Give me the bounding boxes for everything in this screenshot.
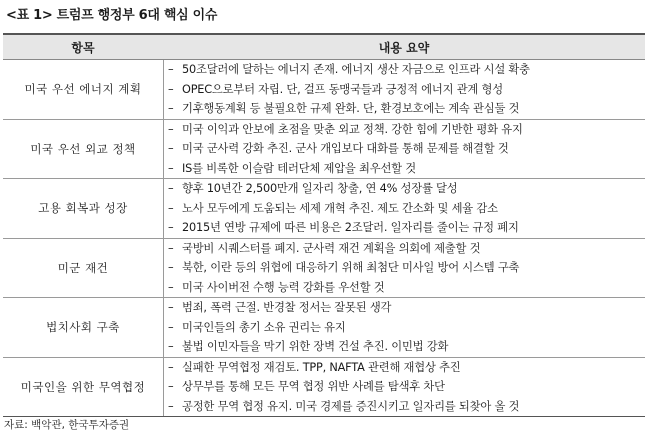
header-category: 항목: [71, 40, 95, 55]
row-category: 법치사회 구축: [3, 298, 164, 357]
list-item: [168, 159, 645, 179]
header-summary: 내용 요약: [378, 40, 430, 55]
list-item: [168, 60, 645, 80]
list-item: [168, 99, 645, 119]
bullet-dash: –: [168, 301, 174, 314]
bullet-dash: –: [168, 261, 174, 274]
row-items: [164, 298, 645, 357]
item-text: 불법 이민자들을 막기 위한 장벽 건설 추진. 이민법 강화: [182, 340, 449, 353]
bullet-dash: –: [168, 340, 174, 353]
item-text: OPEC으로부터 자립. 단, 걸프 동맹국들과 긍정적 에너지 관계 형성: [182, 82, 503, 96]
list-item: [168, 179, 645, 199]
item-text: 향후 10년간 2,500만개 일자리 창출, 연 4% 성장률 달성: [182, 182, 458, 195]
table-row: [3, 239, 645, 299]
item-text: 노사 모두에게 도움되는 세제 개혁 추진. 제도 간소화 및 세율 감소: [182, 201, 498, 215]
bullet-dash: –: [168, 63, 174, 76]
table-row: [3, 179, 645, 239]
table-body: [3, 60, 645, 417]
bullet-dash: –: [168, 122, 174, 136]
list-item: [168, 397, 645, 417]
row-category: 미국 우선 외교 정책: [3, 120, 164, 179]
bullet-dash: –: [168, 320, 174, 334]
table-title: <표 1> 트럼프 행정부 6대 핵심 이슈: [6, 8, 218, 23]
bullet-dash: –: [168, 201, 174, 215]
list-item: [168, 239, 645, 259]
bullet-dash: –: [168, 102, 174, 115]
bullet-dash: –: [168, 241, 174, 255]
row-items: [164, 179, 645, 238]
source-note: 자료: 백악관, 한국투자증권: [4, 419, 130, 431]
item-text: 미국 이익과 안보에 초점을 맞춘 외교 정책. 강한 힘에 기반한 평화 유지: [182, 122, 523, 136]
item-text: 공정한 무역 협정 유지. 미국 경제를 증진시키고 일자리를 되찾아 올 것: [182, 399, 520, 413]
list-item: [168, 120, 645, 140]
table-row: [3, 298, 645, 358]
bullet-dash: –: [168, 161, 174, 175]
bullet-dash: –: [168, 182, 174, 195]
row-category: 고용 회복과 성장: [3, 179, 164, 238]
list-item: [168, 298, 645, 318]
item-text: 북한, 이란 등의 위협에 대응하기 위해 최첨단 미사일 방어 시스템 구축: [182, 261, 520, 274]
item-text: 2015년 연방 규제에 따른 비용은 2조달러. 일자리를 줄이는 규정 폐지: [182, 221, 519, 234]
list-item: [168, 80, 645, 100]
list-item: [168, 218, 645, 238]
bullet-dash: –: [168, 221, 174, 234]
list-item: [168, 278, 645, 298]
bullet-dash: –: [168, 399, 174, 413]
item-text: 미국 군사력 강화 추진. 군사 개입보다 대화를 통해 문제를 해결할 것: [182, 142, 509, 155]
item-text: 범죄, 폭력 근절. 반경찰 정서는 잘못된 생각: [182, 301, 392, 314]
table-row: [3, 60, 645, 120]
list-item: [168, 258, 645, 278]
row-category: 미군 재건: [3, 239, 164, 298]
item-text: 기후행동계획 등 불필요한 규제 완화. 단, 환경보호에는 계속 관심둘 것: [182, 102, 520, 115]
list-item: [168, 377, 645, 397]
item-text: 국방비 시퀘스터를 폐지. 군사력 재건 계획을 의회에 제출할 것: [182, 241, 481, 255]
row-category: 미국인을 위한 무역협정: [3, 358, 164, 417]
table-row: [3, 120, 645, 180]
row-items: [164, 60, 645, 119]
row-items: [164, 239, 645, 298]
item-text: 미국인들의 총기 소유 권리는 유지: [182, 320, 346, 334]
item-text: 50조달러에 달하는 에너지 존재. 에너지 생산 자금으로 인프라 시설 확충: [182, 63, 530, 76]
table-row: [3, 358, 645, 418]
bullet-dash: –: [168, 360, 174, 374]
row-category: 미국 우선 에너지 계획: [3, 60, 164, 119]
list-item: [168, 318, 645, 338]
list-item: [168, 199, 645, 219]
list-item: [168, 139, 645, 159]
bullet-dash: –: [168, 380, 174, 393]
row-items: [164, 358, 645, 417]
issues-table: [3, 33, 645, 417]
item-text: 실패한 무역협정 재검토. TPP, NAFTA 관련해 재협상 추진: [182, 360, 461, 374]
list-item: [168, 337, 645, 357]
list-item: [168, 358, 645, 378]
bullet-dash: –: [168, 142, 174, 155]
table-header: [3, 33, 645, 60]
item-text: 미국 사이버전 수행 능력 강화를 우선할 것: [182, 280, 385, 294]
item-text: 상무부를 통해 모든 무역 협정 위반 사례를 탐색후 차단: [182, 380, 445, 393]
bullet-dash: –: [168, 280, 174, 294]
bullet-dash: –: [168, 82, 174, 96]
item-text: IS를 비록한 이슬람 테러단체 제압을 최우선할 것: [182, 161, 416, 175]
row-items: [164, 120, 645, 179]
